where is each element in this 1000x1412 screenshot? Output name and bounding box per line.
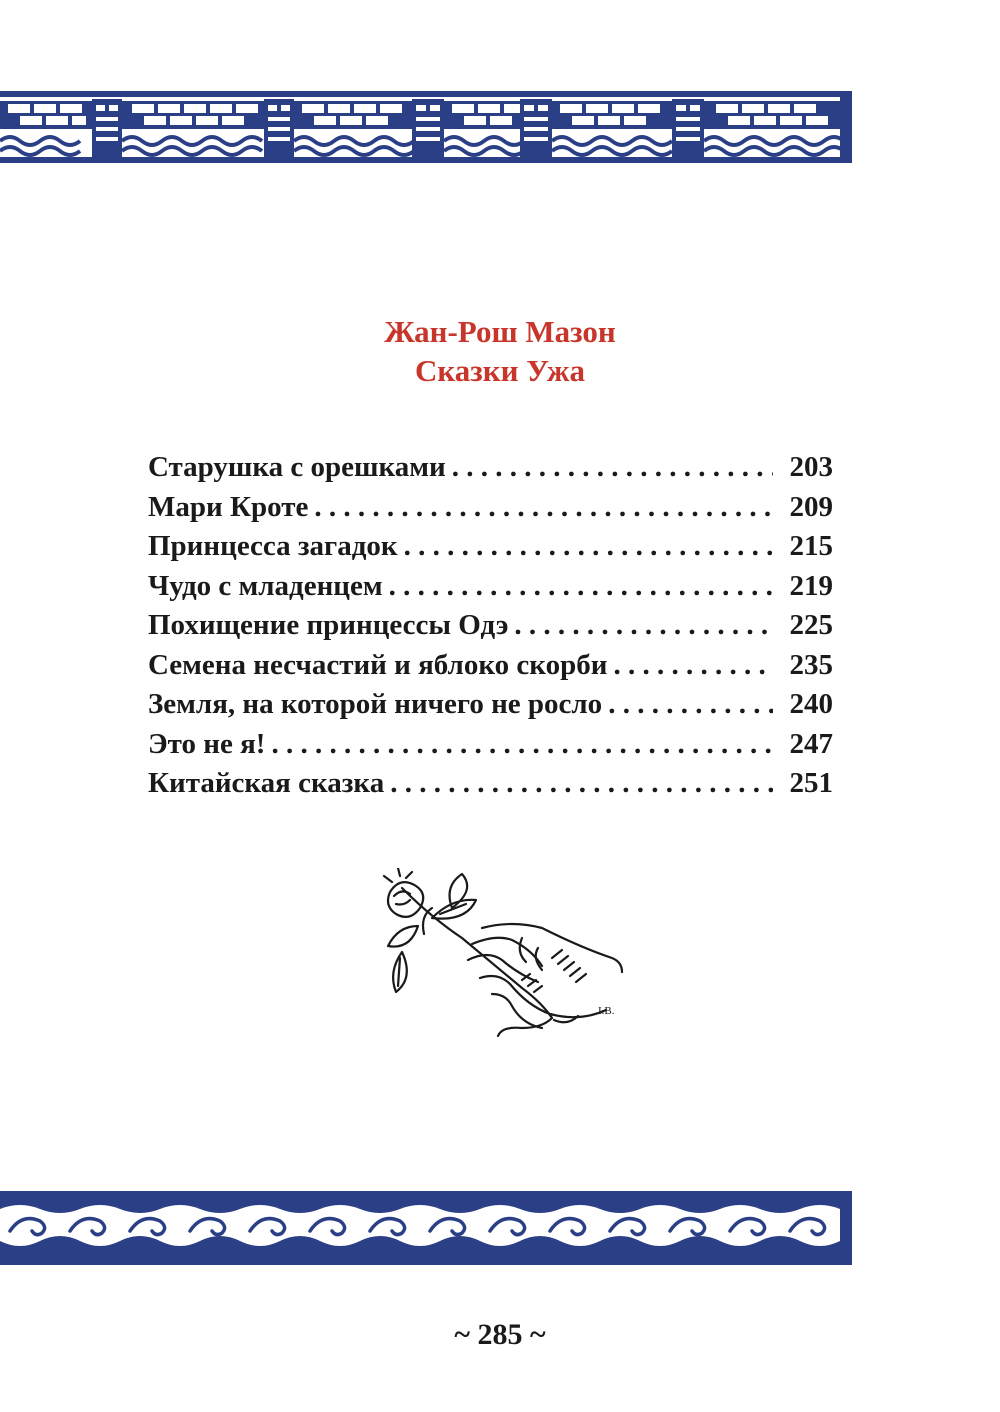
toc-entry[interactable] xyxy=(148,764,833,804)
toc-entry[interactable] xyxy=(148,606,833,646)
top-ornament-border xyxy=(0,91,852,163)
toc-entry-title: Земля, на которой ничего не росло xyxy=(148,688,603,720)
toc-entry-page: 235 xyxy=(789,648,833,681)
hand-holding-rose-icon xyxy=(372,868,628,1040)
toc-entry-title: Принцесса загадок xyxy=(148,530,398,562)
toc-entry[interactable] xyxy=(148,488,833,528)
book-title: Сказки Ужа xyxy=(415,353,585,388)
toc-leader-dots xyxy=(514,606,773,646)
toc-entry-title: Похищение принцессы Одэ xyxy=(148,609,509,641)
toc-leader-dots xyxy=(613,646,773,686)
toc-entry-page: 203 xyxy=(789,451,833,483)
wall-and-waves-ornament xyxy=(0,91,852,163)
toc-leader-dots xyxy=(452,448,773,488)
toc-entry-page: 251 xyxy=(789,767,833,799)
table-of-contents xyxy=(148,448,833,804)
toc-leader-dots xyxy=(271,725,773,765)
artist-signature: I.B. xyxy=(598,1005,615,1017)
toc-leader-dots xyxy=(314,488,773,528)
toc-entry[interactable] xyxy=(148,527,833,567)
toc-entry[interactable] xyxy=(148,567,833,607)
toc-entry-page: 219 xyxy=(789,569,833,602)
bottom-ornament-border xyxy=(0,1191,852,1265)
toc-entry-title: Это не я! xyxy=(148,727,266,760)
toc-entry[interactable] xyxy=(148,685,833,725)
toc-entry-page: 247 xyxy=(789,727,833,760)
rose-drawing xyxy=(372,868,628,1040)
toc-entry-title: Мари Кроте xyxy=(148,490,309,523)
toc-entry-title: Семена несчастий и яблоко скорби xyxy=(148,648,608,681)
toc-leader-dots xyxy=(389,567,773,607)
toc-entry-page: 240 xyxy=(789,688,833,720)
page-number: ~ 285 ~ xyxy=(454,1318,546,1351)
toc-entry-page: 209 xyxy=(789,490,833,523)
toc-entry-page: 215 xyxy=(789,530,833,562)
toc-entry[interactable] xyxy=(148,646,833,686)
author-name: Жан-Рош Мазон xyxy=(384,314,616,349)
toc-entry[interactable] xyxy=(148,448,833,488)
toc-leader-dots xyxy=(404,527,773,567)
toc-entry[interactable] xyxy=(148,725,833,765)
toc-entry-title: Чудо с младенцем xyxy=(148,569,383,602)
toc-entry-page: 225 xyxy=(789,609,833,641)
toc-entry-title: Китайская сказка xyxy=(148,767,385,799)
toc-leader-dots xyxy=(608,685,773,725)
waves-ornament xyxy=(0,1191,852,1265)
toc-leader-dots xyxy=(390,764,773,804)
toc-entry-title: Старушка с орешками xyxy=(148,451,446,483)
